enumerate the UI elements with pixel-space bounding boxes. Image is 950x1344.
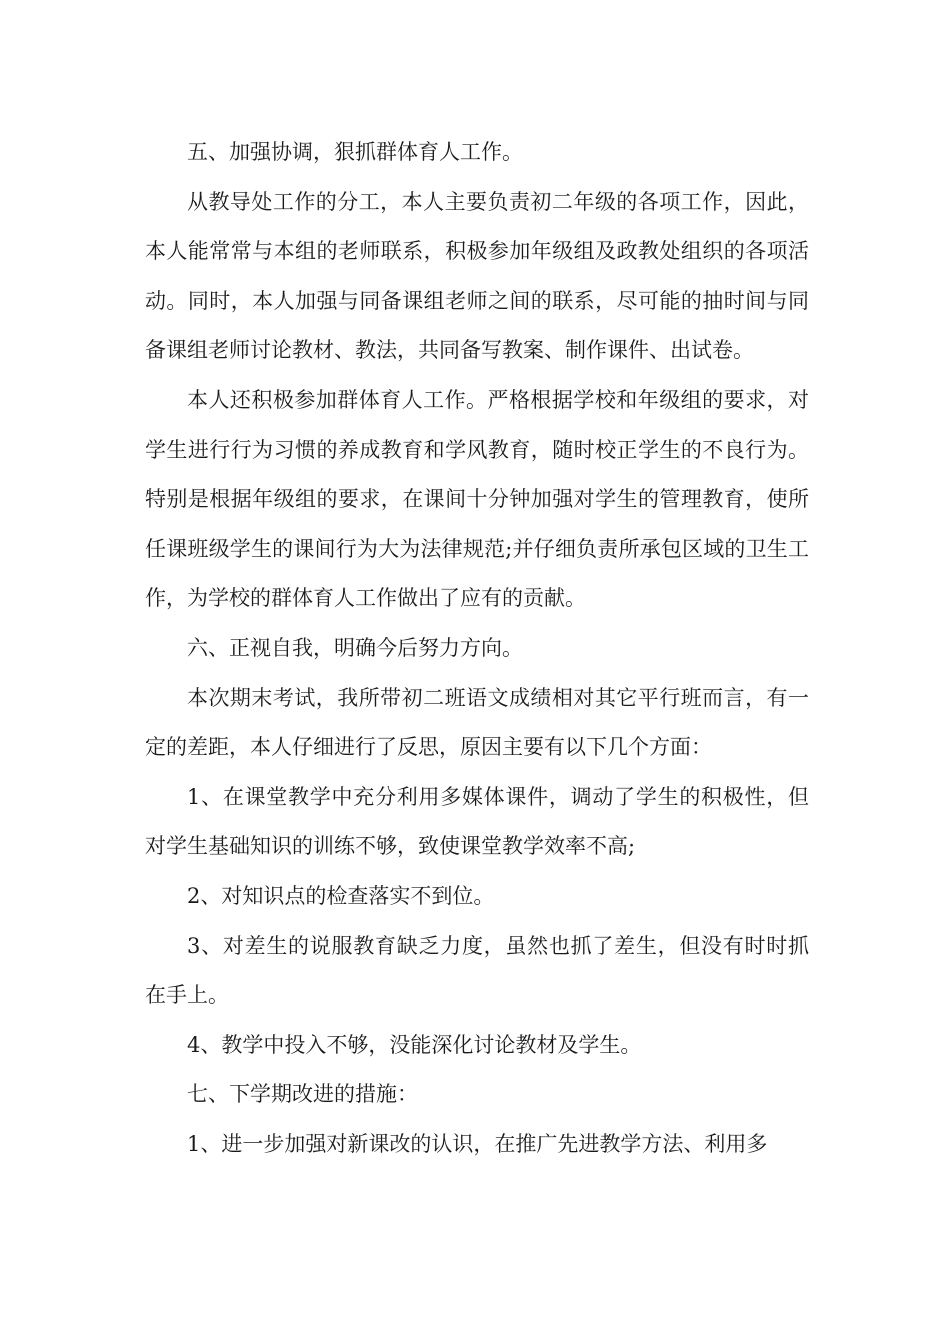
section-heading-6: 六、正视自我，明确今后努力方向。 (187, 635, 523, 660)
list-item: 3、对差生的说服教育缺乏力度，虽然也抓了差生，但没有时时抓在手上。 (145, 933, 809, 1008)
section-heading-7: 七、下学期改进的措施： (187, 1082, 418, 1107)
list-item: 1、进一步加强对新课改的认识，在推广先进教学方法、利用多 (187, 1131, 768, 1156)
section-heading-5: 五、加强协调，狠抓群体育人工作。 (187, 140, 523, 164)
paragraph: 本人还积极参加群体育人工作。严格根据学校和年级组的要求，对学生进行行为习惯的养成教育和学风教育，随时校正学生的不良行为。特别是根据年级组的要求，在课间十分钟加强对学生的管理教育，使所任课班级学生的课间行为大为法律规范;并仔细负责所承包区域的卫生工作，为学校的群体育人工作做出了应有的贡献。 (145, 387, 809, 611)
list-item: 2、对知识点的检查落实不到位。 (187, 883, 495, 908)
list-item: 1、在课堂教学中充分利用多媒体课件，调动了学生的积极性，但对学生基础知识的训练不够，致使课堂教学效率不高; (145, 784, 809, 859)
paragraph: 本次期末考试，我所带初二班语文成绩相对其它平行班而言，有一定的差距，本人仔细进行了反思，原因主要有以下几个方面： (145, 685, 809, 760)
document-body (145, 128, 809, 1169)
paragraph: 从教导处工作的分工，本人主要负责初二年级的各项工作，因此，本人能常常与本组的老师联系，积极参加年级组及政教处组织的各项活动。同时，本人加强与同备课组老师之间的联系，尽可能的抽时间与同备课组老师讨论教材、教法，共同备写教案、制作课件、出试卷。 (145, 189, 809, 363)
list-item: 4、教学中投入不够，没能深化讨论教材及学生。 (187, 1032, 642, 1057)
